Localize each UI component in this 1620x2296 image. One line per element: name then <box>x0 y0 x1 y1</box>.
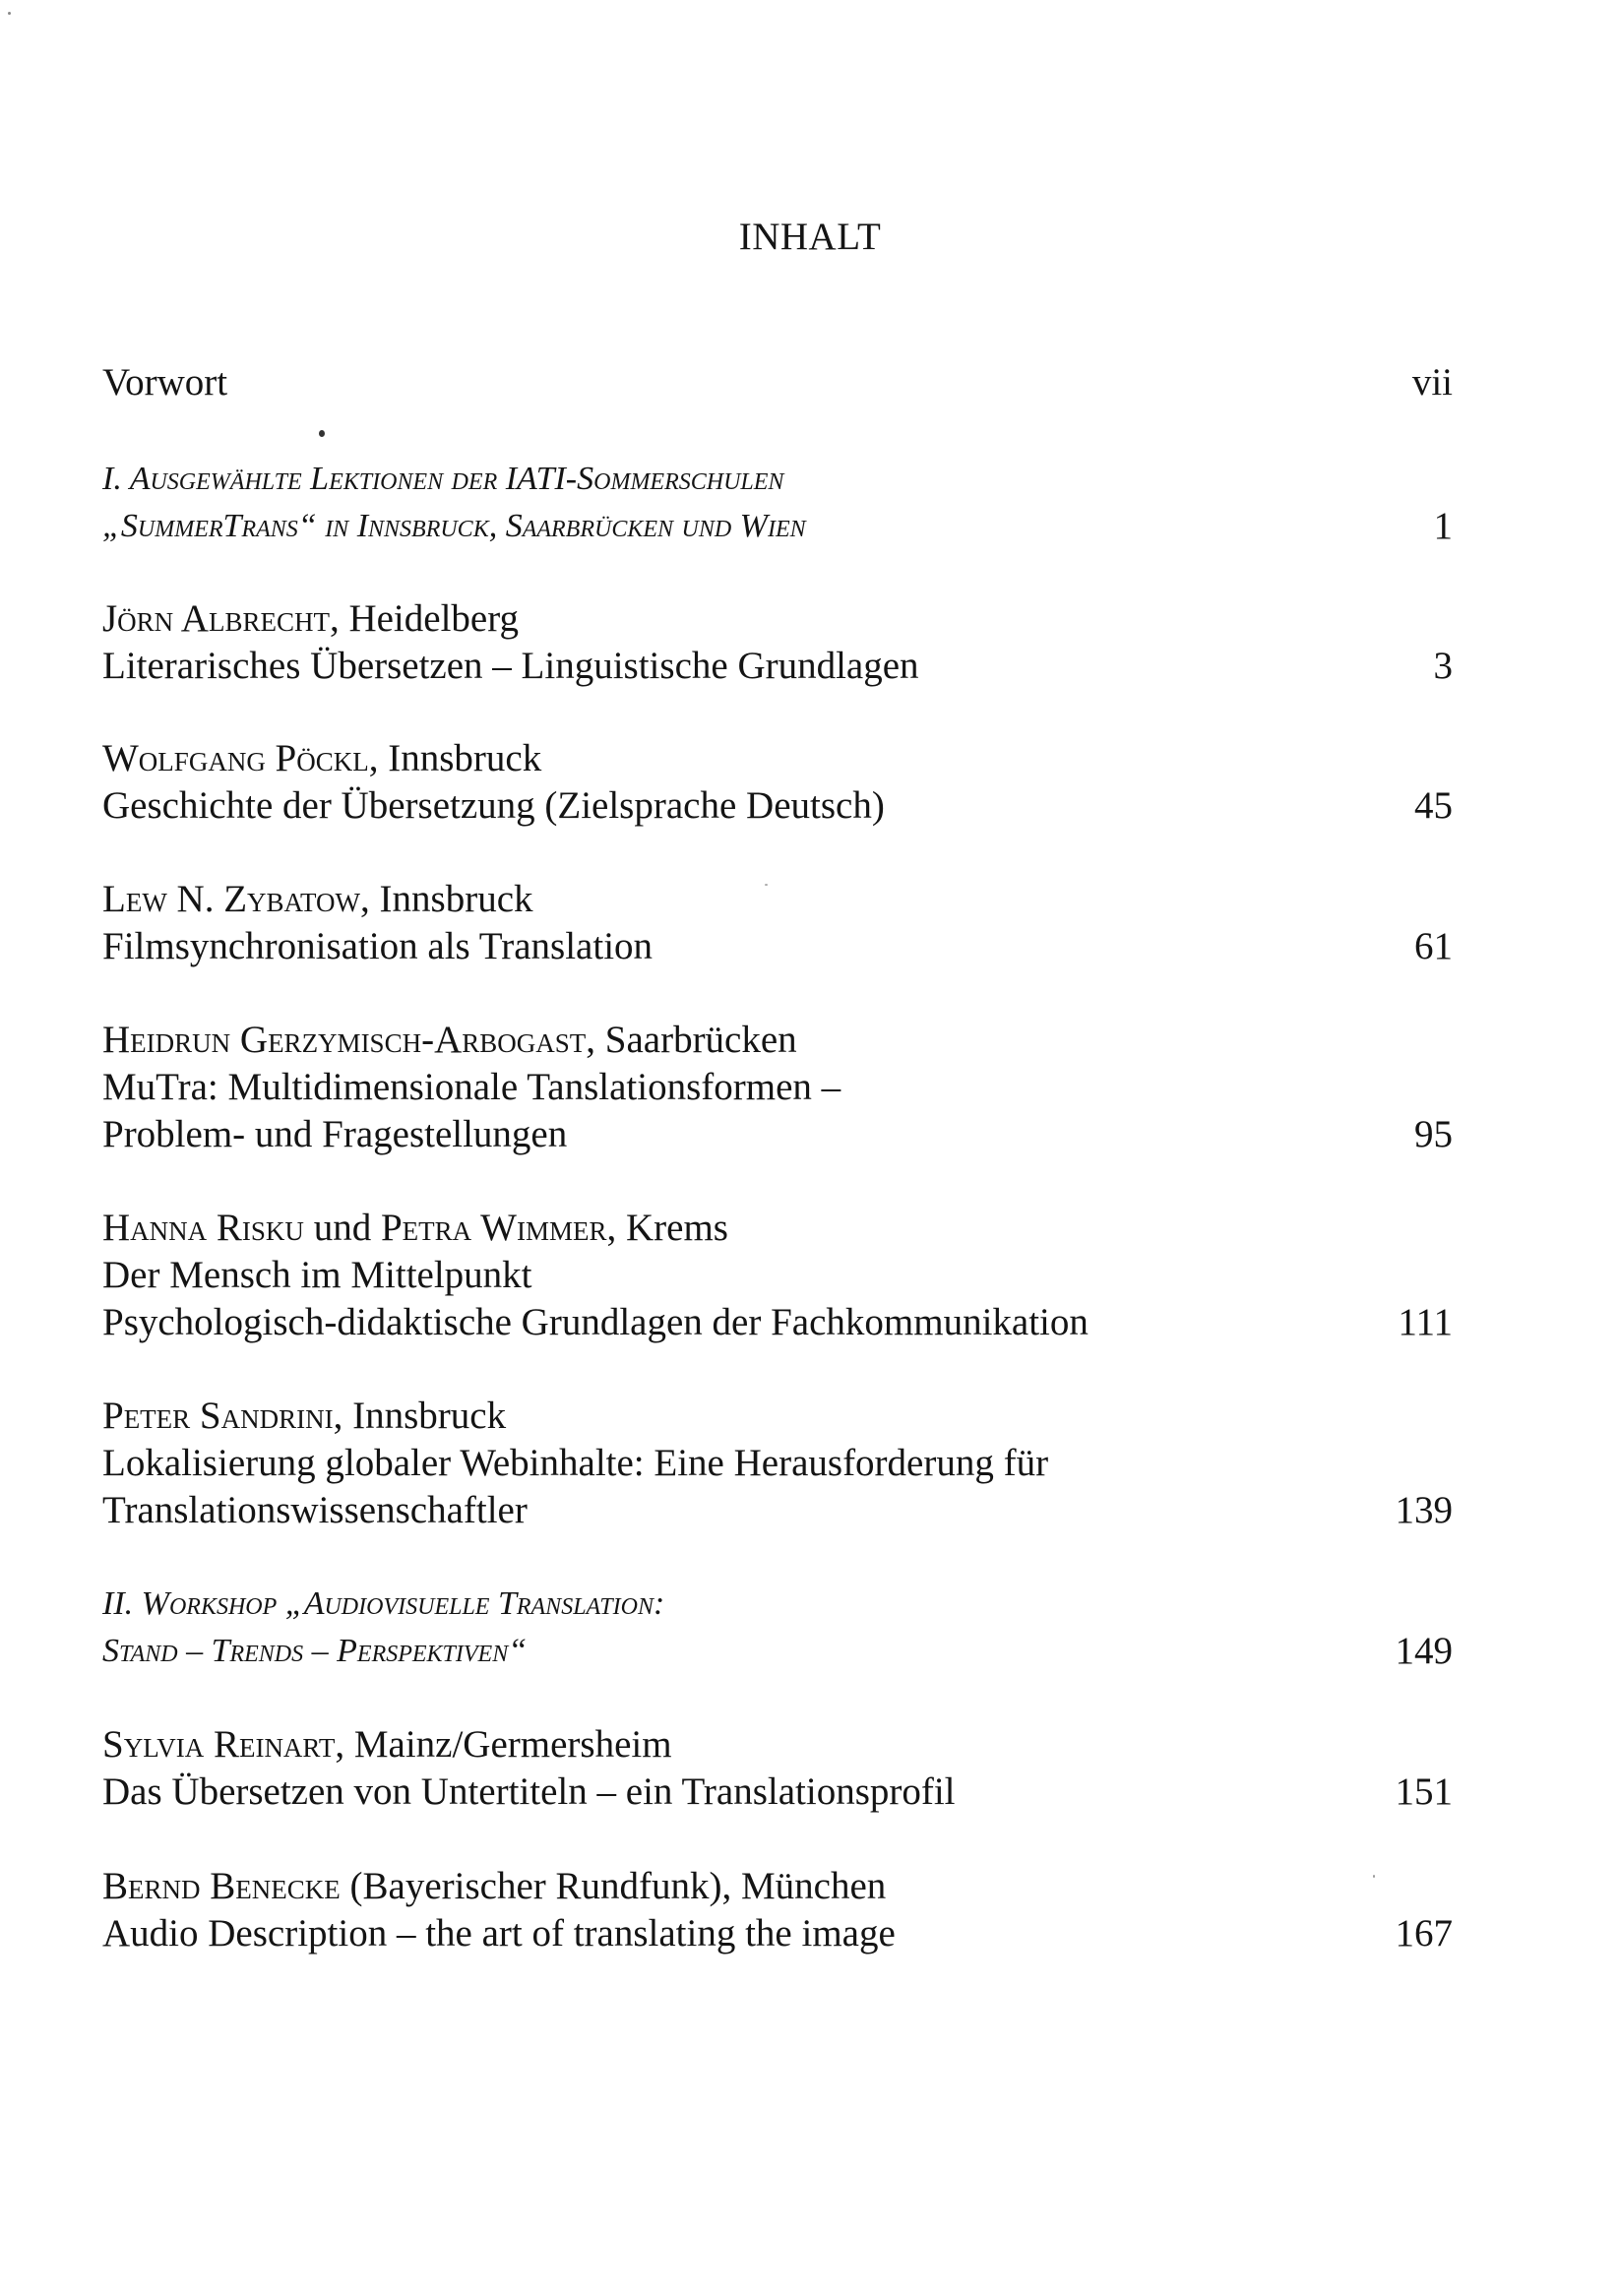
entry-title-line-1: Der Mensch im Mittelpunkt <box>102 1254 532 1296</box>
toc-entry-vorwort <box>102 359 1453 406</box>
scan-speck <box>8 12 11 15</box>
author-name: Petra Wimmer <box>380 1207 607 1249</box>
author-name: Hanna Risku <box>102 1207 304 1249</box>
author-line <box>102 1205 1453 1252</box>
author-name: Peter Sandrini <box>102 1395 334 1437</box>
section-title-line-1: I. Ausgewählte Lektionen der IATI-Sommerschulen <box>102 461 784 497</box>
author-location: , Heidelberg <box>329 597 520 640</box>
author-name: Lew N. Zybatow <box>102 878 361 920</box>
toc-entry-sandrini <box>102 1393 1453 1534</box>
author-line <box>102 1721 1453 1769</box>
page-number: 151 <box>1395 1770 1453 1813</box>
page-number: 149 <box>1395 1630 1453 1672</box>
section-title-line-2: Stand – Trends – Perspektiven“ <box>102 1633 528 1669</box>
entry-title: Filmsynchronisation als Translation <box>102 925 654 967</box>
author-name: Heidrun Gerzymisch-Arbogast <box>102 1019 587 1061</box>
entry-title-line-1: Lokalisierung globaler Webinhalte: Eine Herausforderung für <box>102 1442 1049 1484</box>
entry-title-line-2: Translationswissenschaftler <box>102 1489 528 1531</box>
author-location: (Bayerischer Rundfunk), München <box>340 1865 887 1907</box>
page-title: INHALT <box>738 216 882 258</box>
section-title-line-1: II. Workshop „Audiovisuelle Translation: <box>102 1585 665 1622</box>
toc-entry-risku-wimmer <box>102 1205 1453 1346</box>
author-location: , Krems <box>606 1207 728 1249</box>
scan-speck <box>765 884 768 886</box>
page-number: 167 <box>1395 1912 1453 1955</box>
page-number: 95 <box>1414 1113 1453 1155</box>
author-location: , Innsbruck <box>333 1395 507 1437</box>
author-line <box>102 1393 1453 1440</box>
author-location: , Innsbruck <box>360 878 533 920</box>
entry-title-line-1: MuTra: Multidimensionale Tanslationsformen – <box>102 1066 841 1108</box>
author-name: Wolfgang Pöckl <box>102 737 369 779</box>
author-location: , Mainz/Germersheim <box>335 1723 672 1766</box>
entry-title: Literarisches Übersetzen – Linguistische Grundlagen <box>102 645 919 687</box>
toc-section-2 <box>102 1581 1453 1675</box>
page-number: 45 <box>1414 784 1453 827</box>
entry-title: Audio Description – the art of translating the image <box>102 1912 896 1955</box>
entry-title: Das Übersetzen von Untertiteln – ein Translationsprofil <box>102 1770 956 1813</box>
page-number: 111 <box>1398 1301 1453 1343</box>
toc-entry-zybatow <box>102 876 1453 970</box>
page-number: 139 <box>1395 1489 1453 1531</box>
toc-entry-poeckl <box>102 735 1453 830</box>
scan-speck <box>319 430 325 437</box>
entry-title: Vorwort <box>102 361 228 403</box>
author-line <box>102 1863 1453 1910</box>
toc-section-1 <box>102 456 1453 550</box>
author-line <box>102 1017 1453 1064</box>
section-title-line-2: „SummerTrans“ in Innsbruck, Saarbrücken und Wien <box>102 508 806 544</box>
author-name: Sylvia Reinart <box>102 1723 336 1766</box>
scan-speck <box>1373 1875 1375 1878</box>
page-number: 1 <box>1433 505 1453 547</box>
entry-title-line-2: Problem- und Fragestellungen <box>102 1113 568 1155</box>
toc-entry-benecke <box>102 1863 1453 1957</box>
toc-entry-reinart <box>102 1721 1453 1816</box>
page-number: 61 <box>1414 925 1453 967</box>
toc-entry-albrecht <box>102 595 1453 690</box>
toc-entry-gerzymisch-arbogast <box>102 1017 1453 1158</box>
page-number: 3 <box>1433 645 1453 687</box>
author-name: Bernd Benecke <box>102 1865 341 1907</box>
author-name: Jörn Albrecht <box>102 597 330 640</box>
author-location: , Saarbrücken <box>586 1019 797 1061</box>
entry-title-line-2: Psychologisch-didaktische Grundlagen der Fachkommunikation <box>102 1301 1089 1343</box>
author-connector: und <box>303 1207 381 1249</box>
author-location: , Innsbruck <box>368 737 542 779</box>
page-number: vii <box>1411 361 1453 403</box>
author-line <box>102 735 1453 782</box>
entry-title: Geschichte der Übersetzung (Zielsprache Deutsch) <box>102 784 885 827</box>
author-line <box>102 595 1453 643</box>
author-line <box>102 876 1453 923</box>
